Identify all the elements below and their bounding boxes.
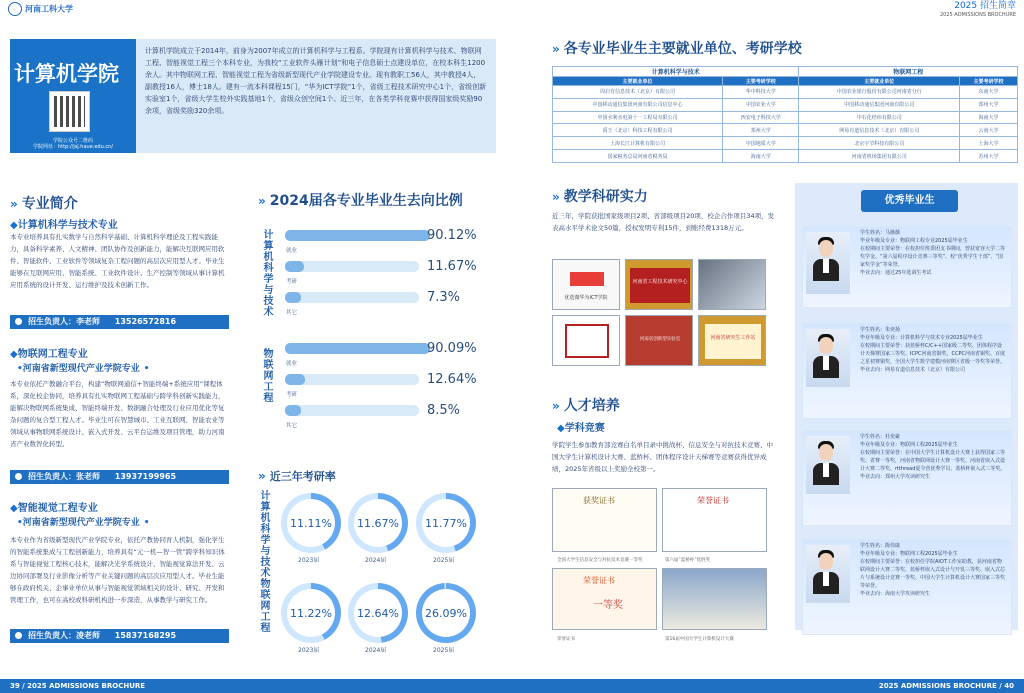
rate-value: 11.67% (354, 499, 402, 547)
double-chevron-icon: » (10, 197, 18, 211)
certificate-caption-2: 第六届“蓝桥杯”优胜奖 (665, 558, 711, 563)
college-intro: 计算机学院成立于2014年，前身为2007年成立的计算机科学与工程系。学院现有计算机科学与技术、物联网工程、智能视觉工程三个本科专业，为我校“工业软件头雁计划”和电子信息硕士点建设单位，在校本科生1200余人。其中物联网工程、智能视觉工程为省级新型现代产业学院建设专业。现有教职工56人，其中教授4人，副教授16人，博士18人。建有一流本科课程15门，“华为ICT学院”1个，省级工程技术研究中心1个，省级创新实验室1个，省级大学生校外实践基地1个，省级众创空间1个。近三年，在各类学科竞赛中获得国家级奖励90余项，省级奖励320余项。 (145, 47, 487, 115)
graduate-award: 在校期间主要荣誉：在校担任班委团支书期间，曾获宽容大学二等奖学金、“第六届程序设计竞赛三等奖”、校“优秀学生干部”、“国家奖学金”等荣誉。 (860, 246, 1006, 268)
graduate-destination-heading (258, 190, 463, 210)
footer (0, 679, 1024, 693)
table-row (553, 98, 1018, 111)
competition-title: ◆学科竞赛 (557, 423, 605, 434)
table-cell: 河南省机场集团有限公司 (799, 150, 960, 163)
graduate-info (860, 229, 1006, 277)
cs-destination-label: 计算机科学与技术 (263, 230, 274, 318)
face-shape (819, 240, 833, 257)
employment-table (552, 66, 1018, 163)
brochure-subtitle: 2025 ADMISSIONS BROCHURE (939, 12, 1016, 18)
seal-icon (8, 2, 22, 16)
double-chevron-icon: » (552, 399, 560, 413)
iot-contact-bar (10, 470, 229, 484)
major-intro-title: 专业简介 (21, 196, 78, 212)
shirt-shape (823, 356, 829, 370)
plaque-text: 河南省创新型实验室 (639, 337, 681, 342)
iot-rate-label: 物联网工程 (260, 579, 271, 634)
vision-major-subtitle: •河南省新型现代产业学院专业 • (17, 518, 150, 528)
cs-contact-label: 招生负责人：李老师 (28, 317, 100, 326)
rate-ring (281, 583, 341, 643)
university-name: 河南工科大学 (25, 4, 73, 14)
top-bar (0, 0, 1024, 22)
rate-ring (281, 493, 341, 553)
innovation-lab-plaque (625, 315, 693, 366)
footer-right: 2025 ADMISSIONS BROCHURE / 40 (878, 682, 1014, 690)
table-cell: 中国移动通信集团河南有限公司 (799, 98, 960, 111)
table-row (553, 111, 1018, 124)
competition-text: 学院学生参加教育部竞赛白名单目录中挑战杯、信息安全与对抗技术竞赛、中国大学生计算机设计大赛、蓝桥杯、团体程序设计天梯赛等竞赛获得优异成绩，2025年省级以上奖励全校第一。 (552, 441, 773, 473)
vision-phone[interactable]: 15837168295 (114, 631, 177, 640)
table-cell: 中国水利水电第十一工程局有限公司 (553, 111, 723, 124)
graduate-info (860, 326, 1006, 374)
table-cell: 上海大学 (960, 137, 1018, 150)
competition-certificate-1 (552, 488, 657, 552)
bar-track (285, 292, 419, 303)
table-cell: 苏州大学 (960, 150, 1018, 163)
face-shape (819, 444, 833, 461)
table-header-school: 主要考研学校 (960, 77, 1018, 86)
certificate-caption-4: 第16届中国大学生计算机设计大赛 (665, 637, 734, 642)
talent-heading (552, 395, 620, 415)
vision-contact-bar (10, 629, 229, 643)
graduate-major: 毕业年级及专业：物联网工程2025届毕业生 (860, 442, 958, 448)
cs-major-title: ◆计算机科学与技术专业 (10, 220, 118, 231)
rate-ring (416, 493, 476, 553)
table-major-cs: 计算机科学与技术 (553, 67, 799, 77)
bar-value: 11.67% (427, 259, 477, 274)
graduate-info (860, 433, 1006, 481)
rate-ring (348, 493, 408, 553)
rate-ring (348, 583, 408, 643)
rate-year: 2023届 (298, 557, 320, 564)
double-chevron-icon: » (258, 194, 266, 208)
graduate-name: 学生姓名：杜奕豪 (860, 434, 901, 440)
table-row (553, 150, 1018, 163)
rate-value: 26.09% (422, 589, 470, 637)
bar-track (285, 405, 419, 416)
shirt-shape (823, 463, 829, 477)
student-photo (806, 436, 850, 494)
iot-major-desc: 本专业依托产教融合平台，构建“物联网通信+智能终端+系统应用”课程体系，深化校企协同，培养具有扎实物联网工程基础与跨学科创新实践能力，能解决物联网系统集成、智能终端开发、数据融合处理及行业应用优化等复杂问题的复合型工程人才。毕业生可在智慧城市、工业互联网、智能农业等领域从事物联网系统设计、嵌入式开发、云平台运维及项目管理，助力河南省产业数智化转型。 (10, 380, 225, 448)
bar-track (285, 261, 419, 272)
competition-certificate-3 (552, 568, 657, 630)
bar-fill (285, 405, 301, 416)
table-cell: 郑州大学 (960, 98, 1018, 111)
diamond-icon: ◆ (10, 503, 18, 514)
graduate-workstation-plaque (698, 315, 766, 366)
research-heading (552, 186, 648, 206)
plaque-text: 河南省工程技术研究中心 (630, 268, 690, 303)
competition-team-photo (662, 568, 767, 630)
diamond-icon: ◆ (557, 423, 565, 434)
table-cell: 中国地质大学 (722, 137, 799, 150)
graduate-dest: 毕业去向：郑州大学攻读研究生 (860, 474, 931, 480)
graduate-dest: 毕业去向：网易有道信息技术（北京）有限公司 (860, 367, 966, 373)
huawei-ict-photo (552, 259, 620, 310)
photo-label: 优选微华为ICT学院 (564, 295, 608, 301)
outstanding-graduates-title: 优秀毕业生 (861, 190, 958, 212)
graduate-name: 学生姓名：马薇薇 (860, 230, 901, 236)
iot-major-subtitle: •河南省新型现代产业学院专业 • (17, 364, 150, 374)
shirt-shape (823, 572, 829, 586)
rate-value: 11.77% (422, 499, 470, 547)
plaque-text: 河南省研究生工作站 (705, 324, 761, 359)
bar-value: 90.09% (427, 341, 477, 356)
table-cell: 中国农业银行股份有限公司河南省分行 (799, 86, 960, 99)
research-text: 近三年，学院获批国家级项目2项、省部级项目20项、校企合作项目34项，发表高水平学术论文50篇，授权发明专利15件，到账经费1318万元。 (552, 212, 775, 232)
bar-label: 考研 (286, 279, 298, 285)
double-chevron-icon: » (552, 190, 560, 204)
college-website[interactable]: 学院网址：http://jsj.haue.edu.cn/ (33, 144, 113, 150)
graduate-award: 在校期间主要荣誉：在校担任学院AIOT工作室助教，获河南省物联网设计大赛二等奖、蓝桥杯嵌入式设计与开发三等奖、嵌入式芯片与系统设计竞赛一等奖、中国大学生计算机设计大赛国家三等奖等荣誉。 (860, 559, 1006, 589)
graduate-name: 学生姓名：陈伟康 (860, 543, 901, 549)
table-cell: 中国移动通信集团河南有限公司信息中心 (553, 98, 723, 111)
talent-title: 人才培养 (563, 398, 620, 414)
rate-year: 2025届 (433, 647, 455, 654)
graduate-dest: 毕业去向：通过25年选调生考试 (860, 270, 932, 276)
bar-label: 考研 (286, 392, 298, 398)
bar-label: 其它 (286, 310, 298, 316)
double-chevron-icon: » (258, 469, 266, 483)
qr-label: 学院公众号二维码 (52, 138, 93, 144)
rate-year: 2023届 (298, 647, 320, 654)
table-cell: 东南大学 (960, 86, 1018, 99)
table-cell: 郑州大学 (722, 124, 799, 137)
table-header-school: 主要考研学校 (722, 77, 799, 86)
qr-code[interactable] (49, 91, 90, 132)
iot-destination-label: 物联网工程 (263, 349, 274, 404)
bar-label: 就业 (286, 248, 298, 254)
bar-fill (285, 343, 430, 354)
graduate-award: 在校期间主要荣誉：获蓝桥杯C/C++国家级二等奖、团体程序设计天梯赛国家三等奖、ICPC河南省铜奖、CCPC河南省铜奖、百度之星初赛铜奖，全国大学生数学建模河南赛区省级一等奖等荣誉。 (860, 343, 1006, 365)
face-shape (819, 337, 833, 354)
university-logo (8, 2, 73, 16)
bar-track (285, 374, 419, 385)
graduate-major: 毕业年级及专业：物联网工程2025届毕业生 (860, 551, 958, 557)
certificate-photo (552, 315, 620, 366)
student-photo (806, 232, 850, 294)
table-row (553, 86, 1018, 99)
table-cell: 禹王（北京）科技工程有限公司 (553, 124, 723, 137)
table-cell: 中石化经纬有限公司 (799, 111, 960, 124)
bar-value: 7.3% (427, 290, 461, 305)
iot-phone[interactable]: 13937199965 (114, 472, 177, 481)
table-cell: 周启有信息技术（北京）有限公司 (553, 86, 723, 99)
qr-pattern-icon (54, 96, 85, 127)
bar-label: 就业 (286, 361, 298, 367)
table-cell: 国家税务总局河南省税务局 (553, 150, 723, 163)
bar-fill (285, 230, 430, 241)
certificate-title: 获奖证书 (583, 496, 615, 505)
vision-contact-label: 招生负责人：凌老师 (28, 631, 100, 640)
graduate-destination-title: 2024届各专业毕业生去向比例 (269, 193, 463, 209)
iot-major-title: ◆物联网工程专业 (10, 349, 88, 360)
rate-ring (416, 583, 476, 643)
bar-fill (285, 292, 301, 303)
double-chevron-icon: » (552, 42, 560, 56)
research-center-plaque (625, 259, 693, 310)
table-cell: 上海长江计算机有限公司 (553, 137, 723, 150)
college-title: 计算机学院 (14, 62, 119, 86)
bar-value: 8.5% (427, 403, 461, 418)
table-cell: 云南大学 (960, 124, 1018, 137)
vision-major-desc: 本专业作为省级新型现代产业学院专业，依托产教协同育人机制，强化学生的智能系统集成与工程创新能力，培养具有“元一机—智一管”跨学科知识体系与智能视觉工程核心技术，能解决光学系统设计、智能视觉算法开发、云边协同部署及行业影像分析等产业关键问题的高层次应用型人才。毕业生能够在政府机关、企事业单位从事与智能视觉领域相关的设计、研究、开发和管理工作，也可在高校或科研机构进一步深造，从事教学与研究工作。 (10, 536, 225, 604)
bar-fill (285, 261, 304, 272)
cs-contact-bar (10, 315, 229, 329)
rate-value: 12.64% (354, 589, 402, 637)
table-row (553, 124, 1018, 137)
table-header-unit: 主要就业单位 (799, 77, 960, 86)
student-photo (806, 545, 850, 603)
employment-heading (552, 38, 802, 58)
table-cell: 西安电子科技大学 (722, 111, 799, 124)
award-level: 一等奖 (593, 600, 623, 611)
table-cell: 华中科技大学 (722, 86, 799, 99)
face-shape (819, 553, 833, 570)
table-cell: 中国农业大学 (722, 98, 799, 111)
rate-year: 2024届 (365, 557, 387, 564)
employment-title: 各专业毕业生主要就业单位、考研学校 (563, 41, 802, 57)
table-cell: 北京宇节科技有限公司 (799, 137, 960, 150)
rate-value: 11.11% (287, 499, 335, 547)
table-header-unit: 主要就业单位 (553, 77, 723, 86)
graduate-info (860, 542, 1006, 598)
bar-fill (285, 374, 305, 385)
cs-rate-label: 计算机科学与技术 (260, 491, 271, 579)
diamond-icon: ◆ (10, 349, 18, 360)
shirt-shape (823, 259, 829, 273)
rate-year: 2025届 (433, 557, 455, 564)
graduate-dest: 毕业去向：海南大学攻读研究生 (860, 591, 931, 597)
rate-year: 2024届 (365, 647, 387, 654)
table-row (553, 137, 1018, 150)
qr-caption (10, 138, 136, 150)
iot-contact-label: 招生负责人：张老师 (28, 472, 100, 481)
vision-major-title: ◆智能视觉工程专业 (10, 503, 98, 514)
rate-value: 11.22% (287, 589, 335, 637)
table-major-iot: 物联网工程 (799, 67, 1018, 77)
table-cell: 海南大学 (960, 111, 1018, 124)
cs-major-desc: 本专业培养具有扎实数学与自然科学基础、计算机科学理论及工程实践能力，具备科学素养、人文精神、团队协作及创新能力，能解决互联网应用软件、智能软件、工业软件等领域复杂工程问题的高层次应用型人才。毕业生能够在互联网应用、智能系统、工业软件设计、生产控制等领域从事计算机应用系统的设计开发、运行维护及技术创新工作。 (10, 233, 225, 289)
bar-value: 12.64% (427, 372, 477, 387)
certificate-caption-1: 全国大学生信息安全与对抗技术竞赛一等奖 (557, 558, 643, 563)
huawei-logo-icon (570, 272, 604, 286)
graduate-major: 毕业年级及专业：物联网工程专业2025届毕业生 (860, 238, 968, 244)
brochure-title: 2025 招生简章 (954, 1, 1016, 11)
graduate-major: 毕业年级及专业：计算机科学与技术专业2025届毕业生 (860, 335, 983, 341)
research-title: 教学科研实力 (563, 189, 648, 205)
graduate-name: 学生姓名：朱奕扬 (860, 327, 901, 333)
competition-certificate-2 (662, 488, 767, 552)
diamond-icon: ◆ (10, 220, 18, 231)
rate-heading (258, 468, 336, 484)
table-cell: 网易有道信息技术（北京）有限公司 (799, 124, 960, 137)
student-photo (806, 329, 850, 387)
table-cell: 海南大学 (722, 150, 799, 163)
rate-title: 近三年考研率 (269, 470, 336, 483)
lab-photo (698, 259, 766, 310)
major-intro-heading (10, 193, 78, 213)
certificate-title: 荣誉证书 (583, 576, 615, 585)
cs-phone[interactable]: 13526572816 (114, 317, 177, 326)
table-body (553, 86, 1018, 163)
certificate-caption-3: 荣誉证书 (557, 637, 575, 642)
certificate-title: 荣誉证书 (697, 496, 729, 505)
graduate-award: 在校期间主要荣誉：在中国大学生计算机设计大赛上获得国家三等奖、省赛一等奖，河南省物联网设计大赛一等奖、河南省嵌入式设计大赛二等奖、rtthread夏令营优秀学员、蓝桥杯嵌入式三等奖。 (860, 450, 1006, 472)
footer-left: 39 / 2025 ADMISSIONS BROCHURE (10, 682, 146, 690)
bar-value: 90.12% (427, 228, 477, 243)
bar-label: 其它 (286, 423, 298, 429)
